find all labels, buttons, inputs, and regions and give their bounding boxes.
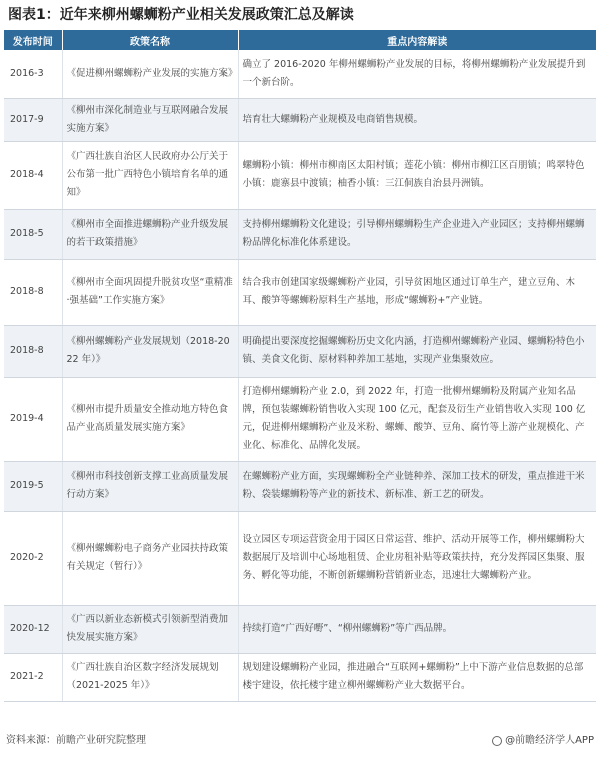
row-content: 规划建设螺蛳粉产业园，推进融合“互联网+螺蛳粉”上中下游产业信息数据的总部楼宇建设，依托楼宇建立柳州螺蛳粉产业大数据平台。: [238, 653, 596, 701]
brand-logo-icon: [492, 736, 502, 746]
brand-text: @前瞻经济学人APP: [505, 735, 594, 746]
row-policy: 《柳州市提升质量安全推动地方特色食品产业高质量发展实施方案》: [62, 377, 238, 461]
table-row: [4, 141, 596, 209]
row-policy: 《广西壮族自治区数字经济发展规划（2021-2025 年）》: [62, 653, 238, 701]
row-date: 2016-3: [4, 50, 62, 98]
row-content: 结合我市创建国家级螺蛳粉产业园，引导贫困地区通过订单生产，建立豆角、木耳、酸笋等螺蛳粉原料生产基地，形成“螺蛳粉+”产业链。: [238, 259, 596, 325]
row-date: 2018-4: [4, 141, 62, 209]
row-date: 2020-2: [4, 511, 62, 605]
row-content: 螺蛳粉小镇：柳州市柳南区太阳村镇；莲花小镇：柳州市柳江区百朋镇；鸣翠特色小镇：鹿寨县中渡镇；柚香小镇：三江侗族自治县丹洲镇。: [238, 141, 596, 209]
table-row: [4, 259, 596, 325]
table-row: [4, 511, 596, 605]
page-title: 图表1：近年来柳州螺蛳粉产业相关发展政策汇总及解读: [8, 7, 354, 23]
row-policy: 《柳州市科技创新支撑工业高质量发展行动方案》: [62, 461, 238, 511]
row-content: 在螺蛳粉产业方面，实现螺蛳粉全产业链种养、深加工技术的研发，重点推进干米粉、袋装螺蛳粉等产业的新技术、新标准、新工艺的研发。: [238, 461, 596, 511]
table-row: [4, 653, 596, 701]
row-date: 2019-5: [4, 461, 62, 511]
table-row: [4, 605, 596, 653]
row-content: 支持柳州螺蛳粉文化建设；引导柳州螺蛳粉生产企业进入产业园区；支持柳州螺蛳粉品牌化标准化体系建设。: [238, 209, 596, 259]
row-policy: 《促进柳州螺蛳粉产业发展的实施方案》: [62, 50, 238, 98]
row-date: 2017-9: [4, 98, 62, 141]
source-note: 资料来源：前瞻产业研究院整理: [6, 735, 146, 746]
table-row: [4, 209, 596, 259]
header-policy: 政策名称: [62, 30, 238, 50]
row-policy: 《柳州螺蛳粉产业发展规划（2018-2022 年）》: [62, 325, 238, 377]
brand-credit: [492, 732, 594, 750]
header-content: 重点内容解读: [238, 30, 596, 50]
row-policy: 《广西以新业态新模式引领新型消费加快发展实施方案》: [62, 605, 238, 653]
table-row: [4, 50, 596, 98]
row-date: 2018-5: [4, 209, 62, 259]
table-row: [4, 325, 596, 377]
table-row: [4, 461, 596, 511]
row-content: 确立了 2016-2020 年柳州螺蛳粉产业发展的目标，将柳州螺蛳粉产业发展提升到一个新台阶。: [238, 50, 596, 98]
row-content: 明确提出要深度挖掘螺蛳粉历史文化内涵，打造柳州螺蛳粉产业园、螺蛳粉特色小镇、美食文化街、原材料种养加工基地，实现产业集聚效应。: [238, 325, 596, 377]
table-header-row: [4, 30, 596, 50]
row-date: 2021-2: [4, 653, 62, 701]
row-date: 2020-12: [4, 605, 62, 653]
table-row: [4, 98, 596, 141]
row-content: 打造柳州螺蛳粉产业 2.0，到 2022 年，打造一批柳州螺蛳粉及附属产业知名品牌，预包装螺蛳粉销售收入实现 100 亿元，配套及衍生产业销售收入实现 100 亿元，促进柳州螺蛳粉产业及米粉、螺蛳、酸笋、豆角、腐竹等上游产业规模化、产业化、标准化、品牌化发展。: [238, 377, 596, 461]
row-content: 持续打造“广西好嘢”、“柳州螺蛳粉”等广西品牌。: [238, 605, 596, 653]
row-content: 设立园区专项运营资金用于园区日常运营、维护、活动开展等工作，柳州螺蛳粉大数据展厅及培训中心场地租赁、企业房租补贴等政策扶持，充分发挥园区集聚、服务、孵化等功能，不断创新螺蛳粉营销新业态，迅速壮大螺蛳粉产业。: [238, 511, 596, 605]
row-date: 2019-4: [4, 377, 62, 461]
row-policy: 《广西壮族自治区人民政府办公厅关于公布第一批广西特色小镇培育名单的通知》: [62, 141, 238, 209]
header-date: 发布时间: [4, 30, 62, 50]
row-policy: 《柳州市全面巩固提升脱贫攻坚“重精准·强基础”工作实施方案》: [62, 259, 238, 325]
row-date: 2018-8: [4, 259, 62, 325]
row-content: 培育壮大螺蛳粉产业规模及电商销售规模。: [238, 98, 596, 141]
row-policy: 《柳州市全面推进螺蛳粉产业升级发展的若干政策措施》: [62, 209, 238, 259]
footer: [6, 732, 594, 750]
table-row: [4, 377, 596, 461]
row-policy: 《柳州市深化制造业与互联网融合发展实施方案》: [62, 98, 238, 141]
row-policy: 《柳州螺蛳粉电子商务产业园扶持政策有关规定（暂行）》: [62, 511, 238, 605]
row-date: 2018-8: [4, 325, 62, 377]
policy-table: [4, 30, 596, 702]
